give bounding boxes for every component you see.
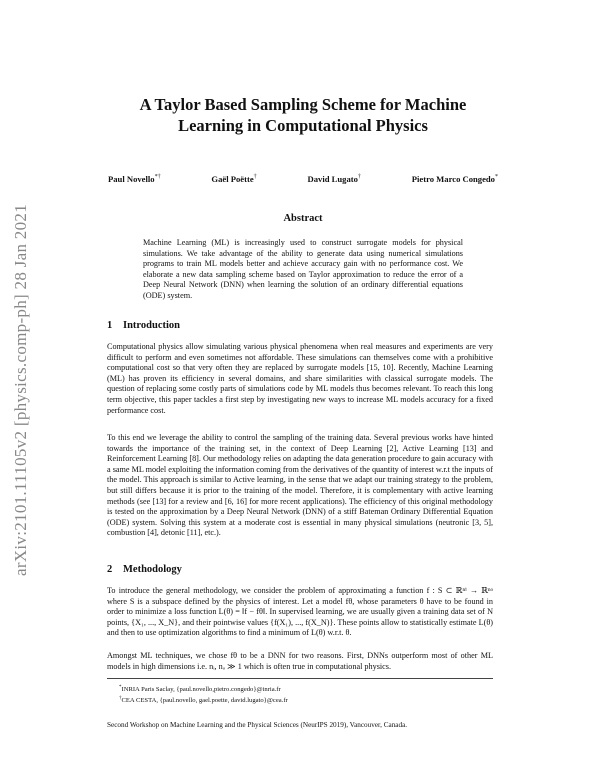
abstract-text: Machine Learning (ML) is increasingly used to construct surrogate models for physical simulations. We take advantage of the ability to generate data using numerical simulations programs to train ML models better and achieve accuracy gain with no performance cost. We elaborate a new data sampling scheme based on Taylor approximation to reduce the error of a Deep Neural Network (DNN) when learning the solution of an ordinary differential equations (ODE) system. <box>143 238 463 300</box>
section-heading-introduction: 1 Introduction <box>107 320 180 331</box>
arxiv-side-label <box>4 170 38 610</box>
author: David Lugato† <box>307 174 361 184</box>
paper-title: A Taylor Based Sampling Scheme for Machine Learning in Computational Physics <box>139 95 467 135</box>
method-paragraph-2: Amongst ML techniques, we chose fθ to be a DNN for two reasons. First, DNNs outperform most of other ML models in high dimensions i.e. nᵢ, nₒ ≫ 1 which is often true in computational physics. <box>107 651 493 671</box>
abstract-heading: Abstract <box>283 213 323 224</box>
intro-paragraph-1: Computational physics allow simulating various physical phenomena when real measures and experiments are very difficult to perform and even sometimes not affordable. These simulations can themselves come with a prohibitive computational cost so that very often they are replaced by surrogate models [15, 10]. Recently, Machine Learning (ML) has proven its efficiency in several domains, and share similarities with classical surrogate models. The question of replacing some costly parts of simulations code by ML models thus becomes relevant. To reach this long term objective, this paper tackles a first step by investigating new ways to increase ML models accuracy for a fixed performance cost. <box>107 342 493 415</box>
author: Gaël Poëtte† <box>211 174 257 184</box>
author-list <box>108 174 498 184</box>
author: Pietro Marco Congedo* <box>411 174 498 184</box>
author: Paul Novello*† <box>108 174 161 184</box>
method-paragraph-1: To introduce the general methodology, we consider the problem of approximating a function f : S ⊂ ℝⁿⁱ → ℝⁿᵒ where S is a subspace defined by the physics of interest. Let a model fθ, whose parameters θ have to be found in order to minimize a loss function L(θ) = ‖f − fθ‖. In supervised learning, we are usually given a training data set of N points, {X₁, ..., X_N}, and their pointwise values {f(X₁), ..., f(X_N)}. These points allow to statistically estimate L(θ) and then to use optimization algorithms to find a minimum of L(θ) w.r.t. θ. <box>107 586 493 638</box>
arxiv-identifier: arXiv:2101.11105v2 [physics.comp-ph] 28 Jan 2021 <box>11 204 31 576</box>
intro-paragraph-2: To this end we leverage the ability to control the sampling of the training data. Several previous works have hinted towards the importance of the training set, in the context of Deep Learning [2], Active Learning [13] and Reinforcement Learning [8]. Our methodology relies on adapting the data generation procedure to gain accuracy with a same ML model exploiting the information coming from the derivatives of the quantity of interest w.r.t the inputs of the model. This approach is similar to Active learning, in the sense that we adapt our training strategy to the problem, but still differs because it is prior to the training of the model. Therefore, it is complementary with active learning methods (see [13] for a review and [6, 16] for more recent applications). The efficiency of this original methodology is tested on the approximation by a Deep Neural Network (DNN) of a stiff Bateman Ordinary Differential Equation (ODE) system. Solving this system at a moderate cost is essential in many physical simulations (neutronic [3, 5], combustion [4], detonic [11], etc.). <box>107 433 493 538</box>
workshop-venue: Second Workshop on Machine Learning and the Physical Sciences (NeurIPS 2019), Vancouver, Canada. <box>107 721 408 729</box>
footnote: †CEA CESTA, {paul.novello, gael.poette, david.lugato}@cea.fr <box>119 696 288 705</box>
footnotes <box>107 678 493 705</box>
footnote: *INRIA Paris Saclay, {paul.novello,pietro.congedo}@inria.fr <box>119 685 281 694</box>
section-heading-methodology: 2 Methodology <box>107 564 182 575</box>
